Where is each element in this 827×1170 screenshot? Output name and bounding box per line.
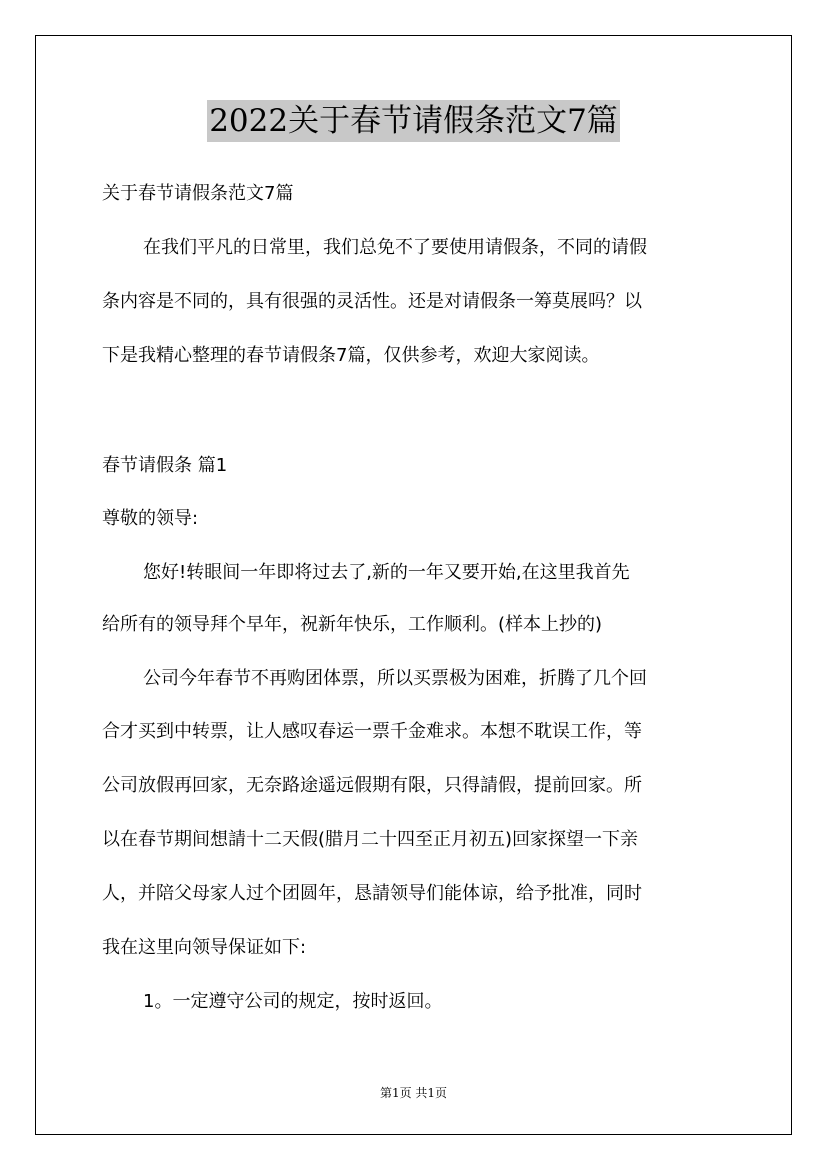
section-heading: 春节请假条 篇1 [102,455,228,476]
paragraph-line: 人，并陪父母家人过个团圆年，恳請领导们能体谅，给予批准，同时 [102,883,642,904]
paragraph-line: 您好!转眼间一年即将过去了,新的一年又要开始,在这里我首先 [143,562,630,583]
paragraph-line: 以在春节期间想請十二天假(腊月二十四至正月初五)回家探望一下亲 [102,829,639,850]
intro-line: 下是我精心整理的春节请假条7篇，仅供参考，欢迎大家阅读。 [102,345,600,366]
intro-line: 在我们平凡的日常里，我们总免不了要使用请假条，不同的请假 [143,237,647,258]
document-title: 2022关于春节请假条范文7篇 [207,100,620,142]
page-footer [0,1084,827,1101]
subtitle: 关于春节请假条范文7篇 [102,183,294,204]
paragraph-line: 给所有的领导拜个早年，祝新年快乐，工作顺利。(样本上抄的) [102,614,603,635]
paragraph-line: 我在这里向领导保证如下: [102,937,307,958]
title-block [0,100,827,142]
intro-line: 条内容是不同的，具有很强的灵活性。还是对请假条一筹莫展吗？以 [102,291,642,312]
page-number: 第1页 共1页 [379,1086,448,1100]
salutation: 尊敬的领导: [102,508,199,529]
paragraph-line: 公司今年春节不再购团体票，所以买票极为困难，折腾了几个回 [143,668,647,689]
list-item: 1。一定遵守公司的规定，按时返回。 [143,991,443,1012]
paragraph-line: 合才买到中转票，让人感叹春运一票千金难求。本想不耽误工作，等 [102,721,642,742]
paragraph-line: 公司放假再回家，无奈路途遥远假期有限，只得請假，提前回家。所 [102,775,642,796]
